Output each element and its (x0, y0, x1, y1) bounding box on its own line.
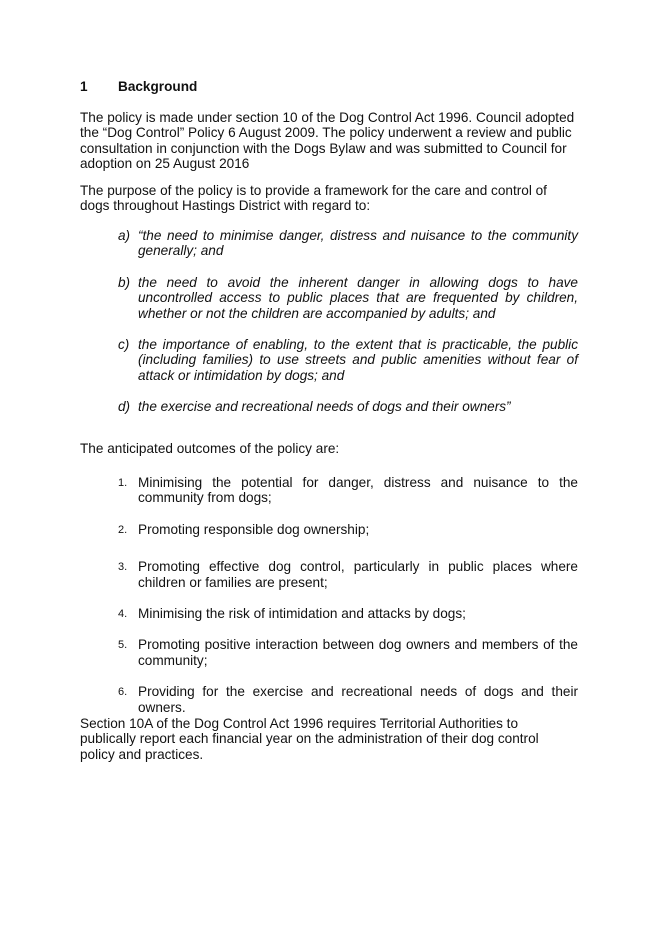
list-marker: a) (118, 228, 131, 243)
section-heading (80, 79, 197, 94)
list-item (118, 637, 578, 668)
list-item-text: the need to avoid the inherent danger in allowing dogs to have uncontrolled access to public places that are frequented by children, whether or not the children are accompanied by adults; and (138, 274, 578, 321)
list-marker: c) (118, 337, 130, 353)
list-item (118, 684, 578, 715)
list-item (118, 606, 578, 621)
list-item-text: Promoting responsible dog ownership; (138, 521, 370, 537)
list-item-text: Promoting positive interaction between dog owners and members of the community; (138, 637, 578, 668)
list-item (118, 522, 578, 537)
list-item (118, 275, 578, 321)
list-item-text: Minimising the risk of intimidation and attacks by dogs; (138, 606, 466, 622)
list-marker: 4. (118, 608, 128, 621)
list-marker: d) (118, 399, 131, 415)
section-number: 1 (80, 79, 88, 94)
list-item-text: the exercise and recreational needs of dogs and their owners” (138, 399, 511, 415)
outcomes-intro-paragraph: The anticipated outcomes of the policy are: (80, 441, 340, 456)
list-marker: 5. (118, 639, 128, 652)
purpose-paragraph: The purpose of the policy is to provide a framework for the care and control of dogs throughout Hastings District with regard to: (80, 183, 547, 214)
outcomes-list (118, 475, 578, 731)
list-marker: b) (118, 274, 131, 290)
list-item-text: Providing for the exercise and recreational needs of dogs and their owners. (138, 684, 578, 715)
list-item (118, 337, 578, 383)
list-item (118, 228, 578, 259)
list-item (118, 559, 578, 590)
list-item-text: Promoting effective dog control, particularly in public places where children or families are present; (138, 559, 578, 590)
list-marker: 6. (118, 686, 128, 699)
list-marker: 1. (118, 477, 128, 489)
list-item-text: “the need to minimise danger, distress and nuisance to the community generally; and (138, 228, 578, 259)
section-title: Background (118, 79, 198, 94)
list-marker: 2. (118, 523, 128, 536)
intro-paragraph: The policy is made under section 10 of the Dog Control Act 1996. Council adopted the “Dog Control” Policy 6 August 2009. The policy underwent a review and public consultation in conjunction with the Dogs Bylaw and was submitted to Council for adoption on 25 August 2016 (80, 110, 575, 172)
list-item-text: the importance of enabling, to the extent that is practicable, the public (including families) to use streets and public amenities without fear of attack or intimidation by dogs; and (138, 337, 578, 383)
list-item (118, 475, 578, 506)
list-item (118, 399, 578, 414)
purpose-list (118, 228, 578, 431)
list-item-text: Minimising the potential for danger, distress and nuisance to the community from dogs; (138, 475, 578, 506)
list-marker: 3. (118, 561, 128, 574)
reporting-paragraph: Section 10A of the Dog Control Act 1996 requires Territorial Authorities to publically report each financial year on the administration of their dog control policy and practices. (80, 716, 539, 762)
